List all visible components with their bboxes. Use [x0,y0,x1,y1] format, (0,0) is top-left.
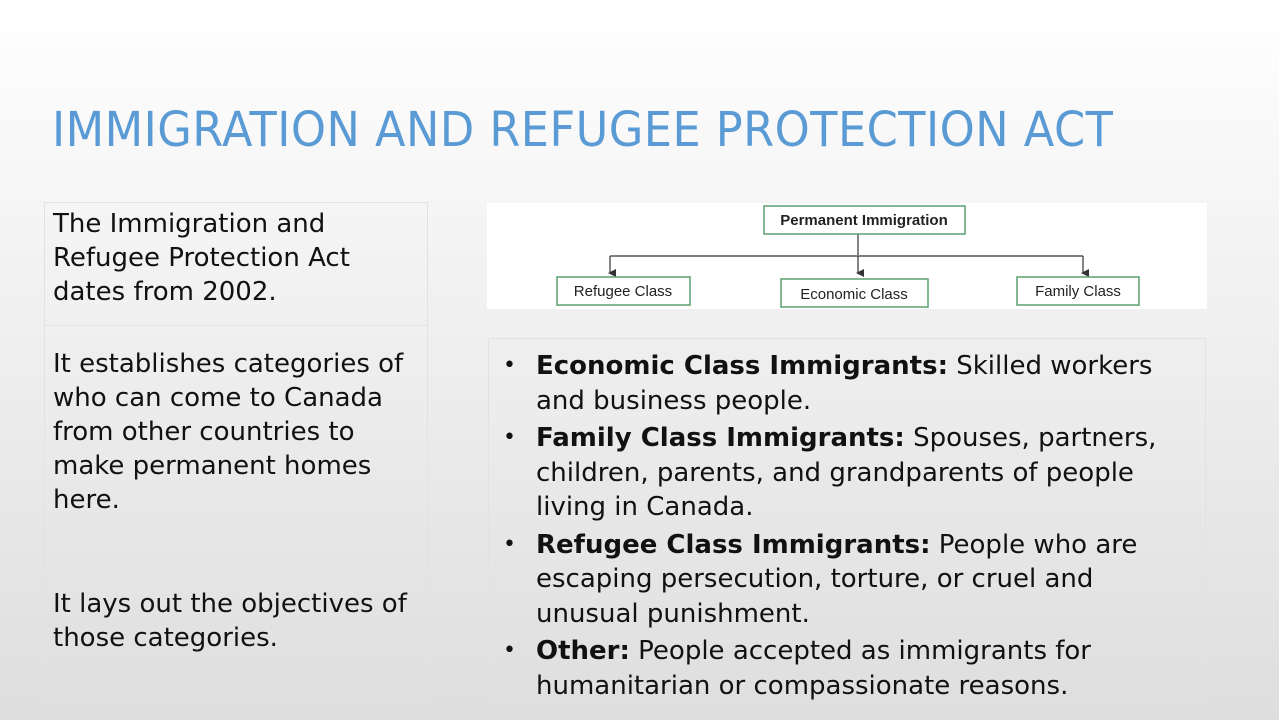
list-item-other [489,634,1205,703]
bullet-term: Family Class Immigrants: [536,423,905,453]
objectives-paragraph: It lays out the objectives of those categories. [53,589,407,653]
categories-paragraph: It establishes categories of who can come to Canada from other countries to make permanent homes here. [53,349,404,515]
bullet-term: Refugee Class Immigrants: [536,529,931,560]
intro-paragraph: The Immigration and Refugee Protection Act dates from 2002. [53,209,350,307]
bullet-text: People accepted as immigrants for humanitarian or compassionate reasons. [536,636,1091,701]
root-label: Permanent Immigration [780,212,948,229]
list-item-family [489,421,1205,525]
bullet-text: People who are escaping persecution, torture, or cruel and unusual punishment. [536,529,1138,629]
list-item-refugee [489,528,1205,632]
family-class-label: Family Class [1035,283,1121,300]
bullet-icon: • [503,353,516,378]
slide-title: IMMIGRATION AND REFUGEE PROTECTION ACT [52,102,1114,158]
list-item-economic [489,349,1205,418]
bullet-term: Other: [536,636,630,666]
panel-divider [45,325,427,326]
bullet-icon: • [503,531,516,557]
bullet-text: Skilled workers and business people. [536,351,1153,416]
immigration-class-diagram [487,203,1207,309]
bullet-icon: • [503,638,516,663]
refugee-class-label: Refugee Class [573,283,673,300]
bullet-text: Spouses, partners, children, parents, and grandparents of people living in Canada. [536,423,1157,522]
class-descriptions-panel [488,338,1206,701]
bullet-icon: • [503,425,516,450]
bullet-term: Economic Class Immigrants: [536,351,948,381]
economic-class-label: Economic Class [800,286,908,303]
class-bullet-list [489,339,1205,703]
left-text-panel [44,202,428,698]
